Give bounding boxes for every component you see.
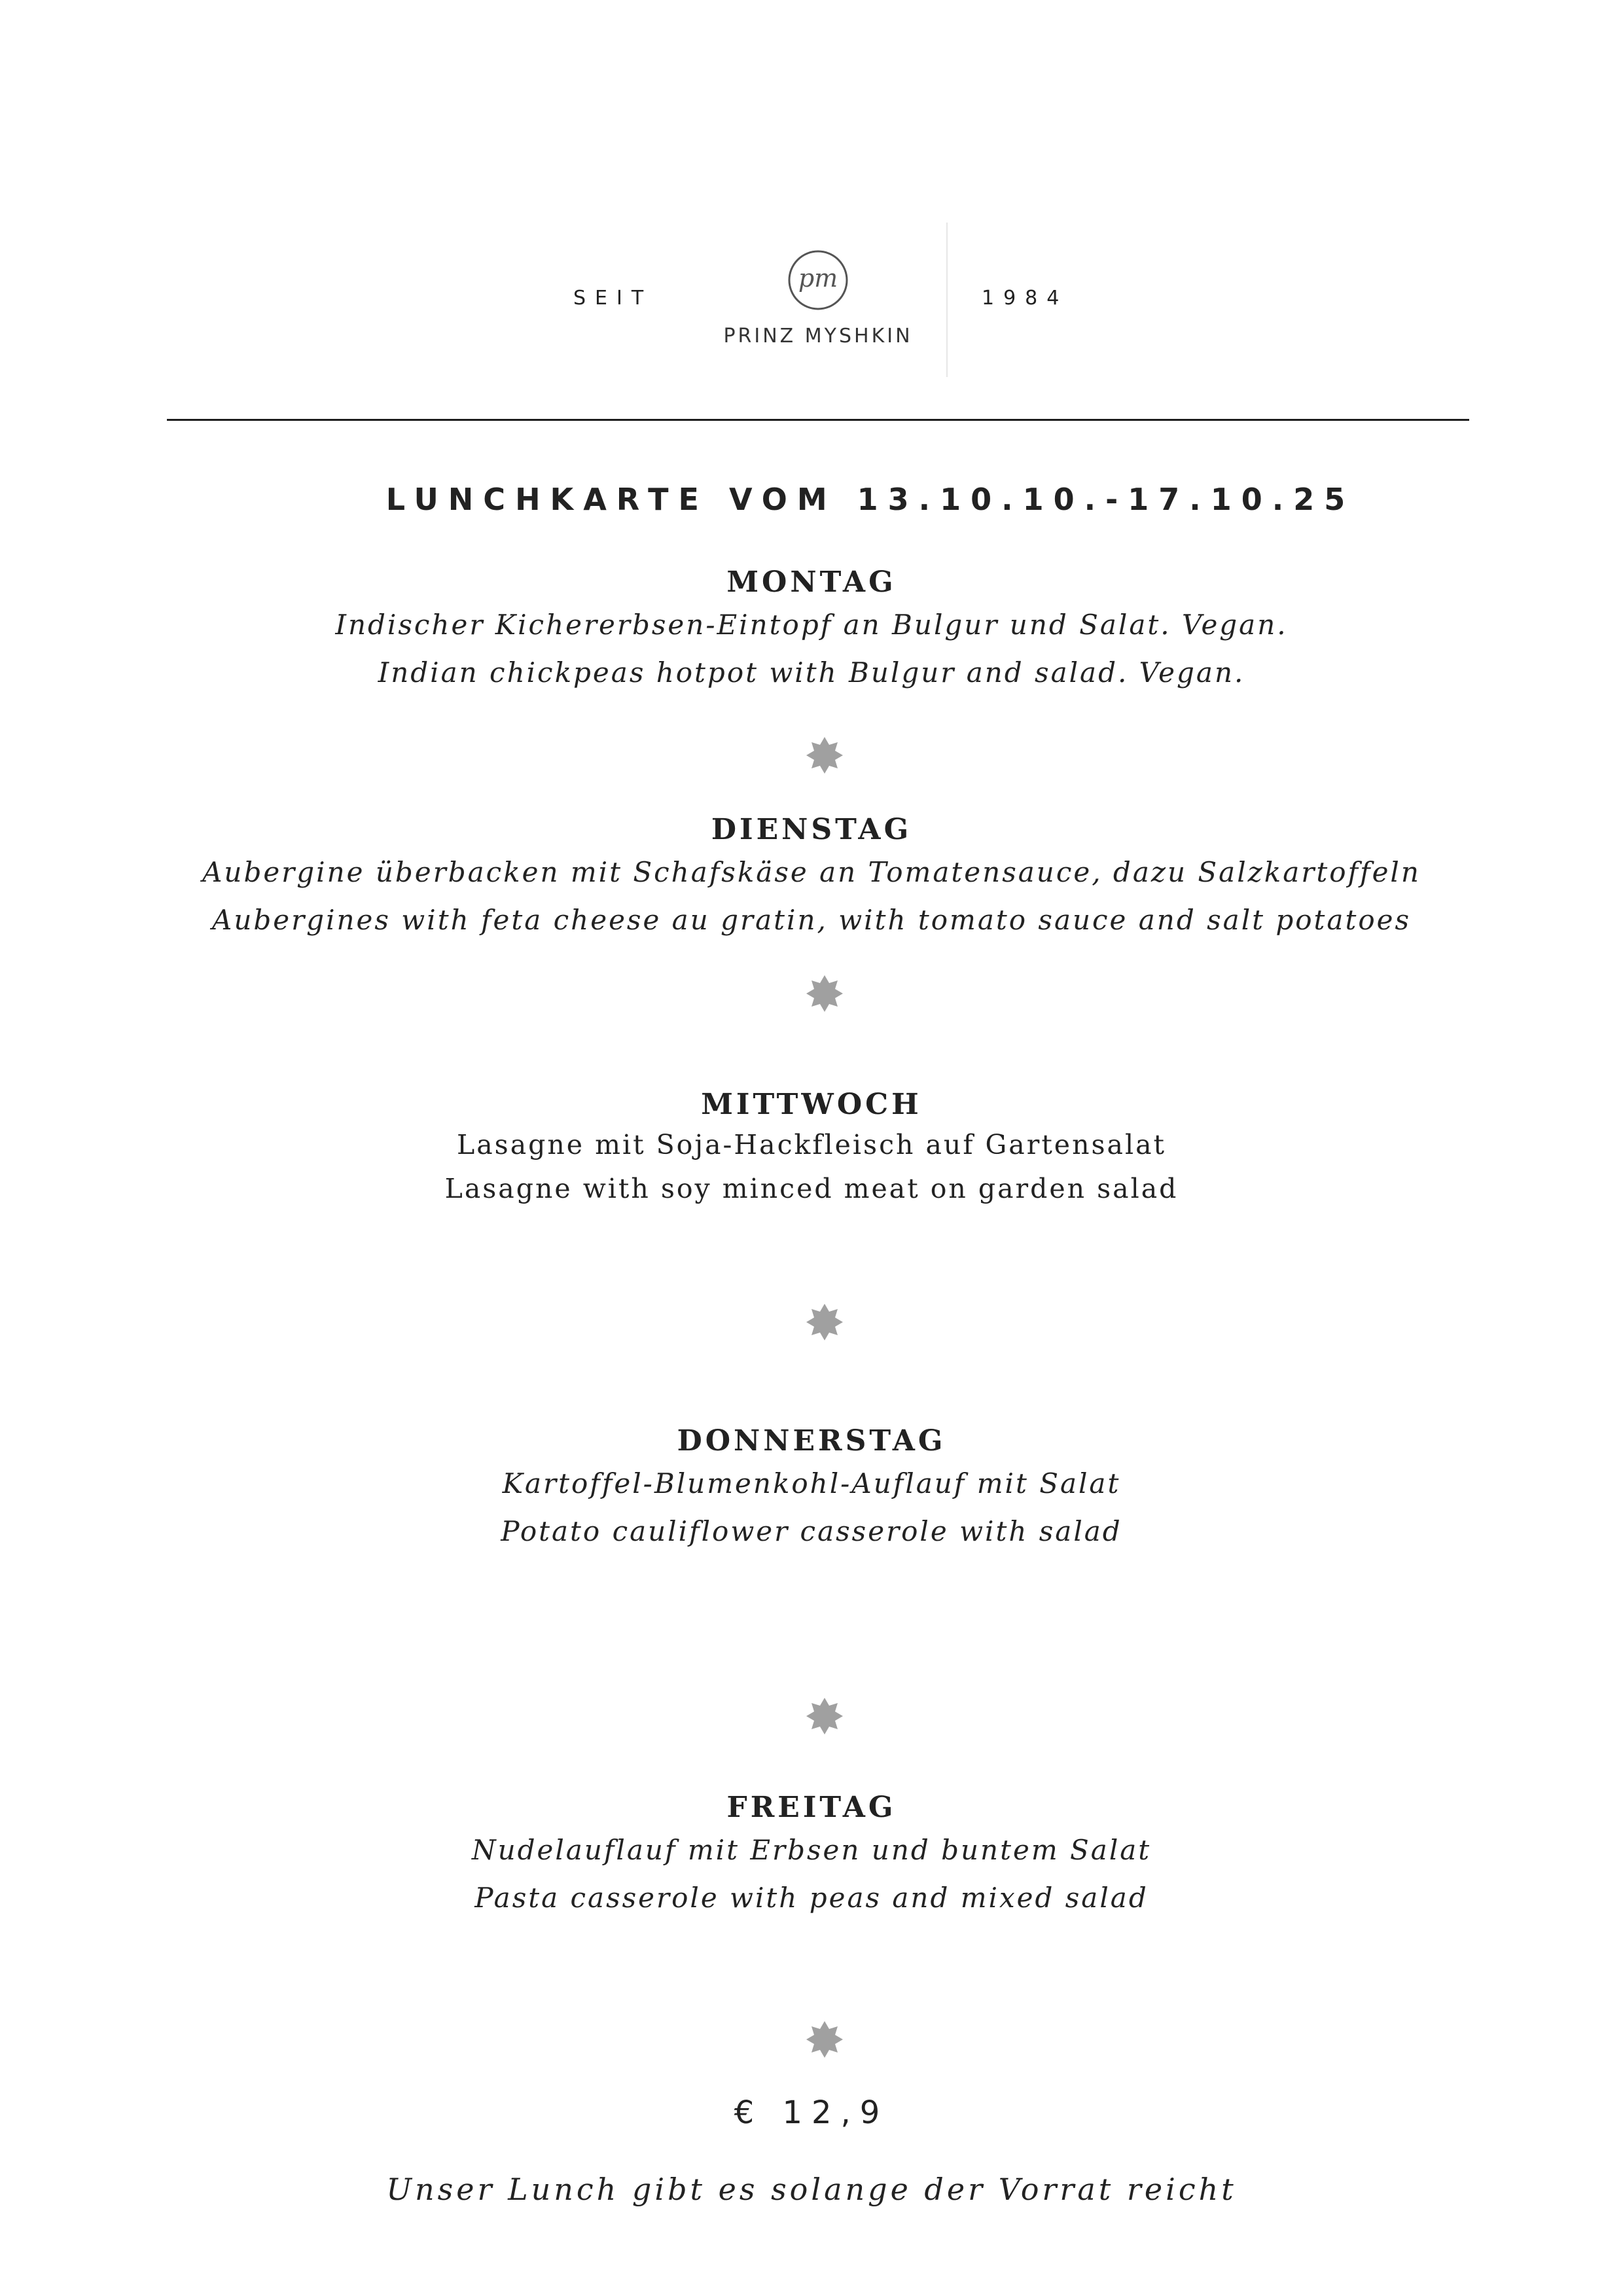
year-label: 1984 [982, 287, 1069, 310]
dish-de: Indischer Kichererbsen-Eintopf an Bulgur und Salat. Vegan. [335, 609, 1288, 641]
star-icon [805, 2020, 844, 2059]
svg-text:pm: pm [798, 264, 838, 293]
day-section-freitag [0, 1789, 1623, 1922]
price-label: € 12,9 [734, 2094, 889, 2131]
star-icon [805, 1696, 844, 1736]
header-divider [946, 223, 948, 377]
dish-en: Potato cauliflower casserole with salad [501, 1515, 1122, 1547]
horizontal-rule [167, 419, 1469, 421]
day-heading: FREITAG [726, 1791, 897, 1824]
logo [713, 247, 923, 348]
dish-en: Aubergines with feta cheese au gratin, with tomato sauce and salt potatoes [211, 904, 1412, 936]
dish-de: Nudelauflauf mit Erbsen und buntem Salat [471, 1834, 1152, 1866]
day-heading: DONNERSTAG [677, 1424, 946, 1458]
star-icon [805, 736, 844, 775]
day-section-montag [0, 564, 1623, 696]
star-icon [805, 974, 844, 1013]
star-icon [805, 1302, 844, 1342]
day-section-dienstag [0, 812, 1623, 944]
dish-de: Aubergine überbacken mit Schafskäse an Tomatensauce, dazu Salzkartoffeln [202, 856, 1421, 888]
day-heading: DIENSTAG [711, 813, 912, 846]
day-section-mittwoch [0, 1086, 1623, 1211]
footer-note: Unser Lunch gibt es solange der Vorrat reicht [386, 2172, 1237, 2207]
logo-monogram-icon [785, 247, 851, 313]
dish-en: Indian chickpeas hotpot with Bulgur and salad. Vegan. [378, 656, 1245, 689]
seit-label: SEIT [573, 287, 653, 310]
day-heading: MITTWOCH [701, 1088, 922, 1121]
dish-en: Pasta casserole with peas and mixed salad [474, 1882, 1149, 1914]
day-section-donnerstag [0, 1423, 1623, 1555]
dish-de: Lasagne mit Soja-Hackfleisch auf Gartensalat [456, 1129, 1166, 1160]
dish-de: Kartoffel-Blumenkohl-Auflauf mit Salat [502, 1467, 1121, 1499]
menu-header [0, 0, 1623, 393]
day-heading: MONTAG [726, 565, 897, 599]
brand-name: PRINZ MYSHKIN [723, 325, 913, 348]
dish-en: Lasagne with soy minced meat on garden salad [444, 1173, 1179, 1204]
menu-title: LUNCHKARTE VOM 13.10.10.-17.10.25 [385, 482, 1355, 517]
